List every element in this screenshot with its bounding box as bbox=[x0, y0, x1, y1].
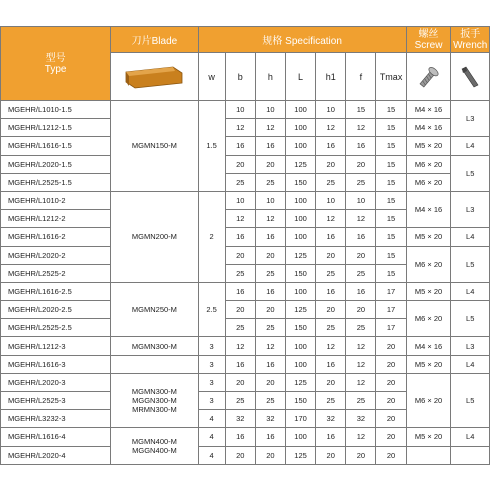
spec-header: 规格 Specification bbox=[198, 27, 406, 53]
f-cell: 12 bbox=[346, 337, 376, 355]
screw-header-cn: 螺丝 bbox=[418, 28, 439, 40]
specification-table bbox=[0, 26, 490, 465]
w-cell: 3 bbox=[198, 337, 225, 355]
blade-model-label: MRMN300-M bbox=[132, 405, 177, 415]
type-cell: MGEHR/L1616-2 bbox=[1, 228, 111, 246]
b-cell: 12 bbox=[225, 337, 255, 355]
table-row bbox=[1, 373, 490, 391]
type-cell: MGEHR/L1212-1.5 bbox=[1, 119, 111, 137]
tmax-cell: 15 bbox=[376, 228, 406, 246]
type-cell: MGEHR/L1616-1.5 bbox=[1, 137, 111, 155]
h1-cell: 25 bbox=[316, 319, 346, 337]
tmax-cell: 15 bbox=[376, 101, 406, 119]
h-cell: 25 bbox=[255, 264, 285, 282]
screw-cell: M5 × 20 bbox=[406, 355, 451, 373]
wrench-cell: L3 bbox=[451, 191, 490, 227]
h1-cell: 16 bbox=[316, 137, 346, 155]
b-cell: 16 bbox=[225, 428, 255, 446]
wrench-header-en: Wrench bbox=[453, 39, 488, 51]
b-cell: 16 bbox=[225, 137, 255, 155]
table-row bbox=[1, 228, 490, 246]
screw-cell: M6 × 20 bbox=[406, 173, 451, 191]
col-f: f bbox=[346, 53, 376, 101]
blade-cell bbox=[111, 191, 198, 282]
l-cell: 150 bbox=[285, 319, 315, 337]
h1-cell: 20 bbox=[316, 373, 346, 391]
table-row bbox=[1, 173, 490, 191]
screw-cell: M5 × 20 bbox=[406, 228, 451, 246]
tmax-cell: 15 bbox=[376, 246, 406, 264]
w-cell: 4 bbox=[198, 410, 225, 428]
h-cell: 16 bbox=[255, 282, 285, 300]
b-cell: 20 bbox=[225, 155, 255, 173]
screw-cell: M4 × 16 bbox=[406, 119, 451, 137]
tmax-cell: 20 bbox=[376, 446, 406, 464]
type-cell: MGEHR/L2020-2 bbox=[1, 246, 111, 264]
h-cell: 25 bbox=[255, 173, 285, 191]
screw-cell: M4 × 16 bbox=[406, 101, 451, 119]
l-cell: 100 bbox=[285, 210, 315, 228]
wrench-cell: L5 bbox=[451, 301, 490, 337]
type-cell: MGEHR/L2020-4 bbox=[1, 446, 111, 464]
screw-cell: M6 × 20 bbox=[406, 155, 451, 173]
wrench-cell: L3 bbox=[451, 337, 490, 355]
b-cell: 32 bbox=[225, 410, 255, 428]
h1-cell: 25 bbox=[316, 392, 346, 410]
screw-cell: M4 × 16 bbox=[406, 337, 451, 355]
type-header-cn: 型号 bbox=[45, 52, 66, 64]
wrench-picture-cell bbox=[451, 53, 490, 101]
hex-key-icon bbox=[458, 63, 482, 91]
f-cell: 25 bbox=[346, 319, 376, 337]
blade-cell bbox=[111, 282, 198, 337]
b-cell: 16 bbox=[225, 282, 255, 300]
l-cell: 125 bbox=[285, 373, 315, 391]
h-cell: 10 bbox=[255, 191, 285, 209]
h1-cell: 20 bbox=[316, 246, 346, 264]
screw-header bbox=[406, 27, 451, 53]
blade-model-label: MGMN250-M bbox=[131, 305, 177, 315]
type-cell: MGEHR/L2020-1.5 bbox=[1, 155, 111, 173]
b-cell: 10 bbox=[225, 191, 255, 209]
type-cell: MGEHR/L1616-4 bbox=[1, 428, 111, 446]
wrench-cell: L5 bbox=[451, 155, 490, 191]
blade-cell bbox=[111, 355, 198, 373]
type-cell: MGEHR/L1616-2.5 bbox=[1, 282, 111, 300]
type-cell: MGEHR/L1212-2 bbox=[1, 210, 111, 228]
type-cell: MGEHR/L2525-2 bbox=[1, 264, 111, 282]
b-cell: 16 bbox=[225, 355, 255, 373]
l-cell: 100 bbox=[285, 228, 315, 246]
wrench-cell: L3 bbox=[451, 101, 490, 137]
screw-picture-cell bbox=[406, 53, 451, 101]
h1-cell: 20 bbox=[316, 301, 346, 319]
type-cell: MGEHR/L2525-3 bbox=[1, 392, 111, 410]
tmax-cell: 17 bbox=[376, 282, 406, 300]
wrench-cell: L5 bbox=[451, 246, 490, 282]
wrench-cell: L4 bbox=[451, 282, 490, 300]
b-cell: 25 bbox=[225, 392, 255, 410]
type-cell: MGEHR/L2020-3 bbox=[1, 373, 111, 391]
type-cell: MGEHR/L3232-3 bbox=[1, 410, 111, 428]
screw-cell: M6 × 20 bbox=[406, 373, 451, 428]
f-cell: 32 bbox=[346, 410, 376, 428]
type-cell: MGEHR/L2525-2.5 bbox=[1, 319, 111, 337]
wrench-header bbox=[451, 27, 490, 53]
f-cell: 25 bbox=[346, 173, 376, 191]
b-cell: 12 bbox=[225, 119, 255, 137]
tmax-cell: 17 bbox=[376, 301, 406, 319]
h-cell: 32 bbox=[255, 410, 285, 428]
f-cell: 12 bbox=[346, 210, 376, 228]
col-h1: h1 bbox=[316, 53, 346, 101]
w-cell: 3 bbox=[198, 373, 225, 391]
h1-cell: 10 bbox=[316, 101, 346, 119]
f-cell: 12 bbox=[346, 428, 376, 446]
b-cell: 25 bbox=[225, 264, 255, 282]
h1-cell: 20 bbox=[316, 155, 346, 173]
w-cell: 4 bbox=[198, 446, 225, 464]
f-cell: 16 bbox=[346, 282, 376, 300]
wrench-cell: L4 bbox=[451, 355, 490, 373]
blade-model-label: MGGN400-M bbox=[132, 446, 177, 456]
h-cell: 16 bbox=[255, 355, 285, 373]
blade-model-label: MGGN300-M bbox=[132, 396, 177, 406]
h-cell: 25 bbox=[255, 319, 285, 337]
screw-cell: M6 × 20 bbox=[406, 246, 451, 282]
tmax-cell: 15 bbox=[376, 119, 406, 137]
blade-model-label: MGMN300-M bbox=[131, 341, 177, 351]
h-cell: 12 bbox=[255, 210, 285, 228]
blade-model-label: MGMN400-M bbox=[131, 437, 177, 447]
b-cell: 16 bbox=[225, 228, 255, 246]
screw-cell: M5 × 20 bbox=[406, 428, 451, 446]
table-row bbox=[1, 101, 490, 119]
col-w: w bbox=[198, 53, 225, 101]
h-cell: 20 bbox=[255, 155, 285, 173]
h-cell: 20 bbox=[255, 373, 285, 391]
w-cell: 3 bbox=[198, 392, 225, 410]
l-cell: 150 bbox=[285, 264, 315, 282]
l-cell: 100 bbox=[285, 137, 315, 155]
tmax-cell: 15 bbox=[376, 137, 406, 155]
wrench-header-cn: 扳手 bbox=[460, 28, 481, 40]
b-cell: 20 bbox=[225, 246, 255, 264]
blade-cell bbox=[111, 373, 198, 428]
grooving-insert-icon bbox=[123, 64, 185, 90]
b-cell: 25 bbox=[225, 319, 255, 337]
tmax-cell: 15 bbox=[376, 210, 406, 228]
tmax-cell: 17 bbox=[376, 319, 406, 337]
h1-cell: 12 bbox=[316, 119, 346, 137]
col-l: L bbox=[285, 53, 315, 101]
h-cell: 20 bbox=[255, 301, 285, 319]
tmax-cell: 20 bbox=[376, 373, 406, 391]
l-cell: 100 bbox=[285, 119, 315, 137]
type-header bbox=[1, 27, 111, 101]
table-row bbox=[1, 337, 490, 355]
table-row bbox=[1, 355, 490, 373]
f-cell: 20 bbox=[346, 155, 376, 173]
l-cell: 100 bbox=[285, 191, 315, 209]
h1-cell: 25 bbox=[316, 264, 346, 282]
f-cell: 20 bbox=[346, 446, 376, 464]
blade-cell bbox=[111, 101, 198, 192]
b-cell: 25 bbox=[225, 173, 255, 191]
wrench-cell: L4 bbox=[451, 137, 490, 155]
f-cell: 20 bbox=[346, 246, 376, 264]
h1-cell: 12 bbox=[316, 210, 346, 228]
w-cell: 3 bbox=[198, 355, 225, 373]
screw-icon bbox=[417, 63, 441, 91]
h1-cell: 16 bbox=[316, 428, 346, 446]
blade-picture-cell bbox=[111, 53, 198, 101]
l-cell: 125 bbox=[285, 446, 315, 464]
screw-header-en: Screw bbox=[414, 39, 443, 51]
f-cell: 15 bbox=[346, 101, 376, 119]
col-tmax: Tmax bbox=[376, 53, 406, 101]
wrench-cell: L4 bbox=[451, 228, 490, 246]
blade-model-label: MGMN300-M bbox=[131, 387, 177, 397]
b-cell: 10 bbox=[225, 101, 255, 119]
f-cell: 10 bbox=[346, 191, 376, 209]
b-cell: 20 bbox=[225, 301, 255, 319]
w-cell: 2.5 bbox=[198, 282, 225, 337]
l-cell: 170 bbox=[285, 410, 315, 428]
col-h: h bbox=[255, 53, 285, 101]
tmax-cell: 15 bbox=[376, 173, 406, 191]
f-cell: 16 bbox=[346, 137, 376, 155]
table-row bbox=[1, 282, 490, 300]
tmax-cell: 20 bbox=[376, 337, 406, 355]
wrench-cell: L4 bbox=[451, 428, 490, 446]
screw-cell: M4 × 16 bbox=[406, 191, 451, 227]
tmax-cell: 20 bbox=[376, 410, 406, 428]
l-cell: 150 bbox=[285, 173, 315, 191]
tmax-cell: 20 bbox=[376, 355, 406, 373]
b-cell: 20 bbox=[225, 373, 255, 391]
l-cell: 100 bbox=[285, 428, 315, 446]
type-cell: MGEHR/L1212-3 bbox=[1, 337, 111, 355]
blade-cell bbox=[111, 428, 198, 464]
f-cell: 12 bbox=[346, 373, 376, 391]
table-row bbox=[1, 446, 490, 464]
h1-cell: 16 bbox=[316, 228, 346, 246]
tmax-cell: 15 bbox=[376, 191, 406, 209]
table-row bbox=[1, 428, 490, 446]
h-cell: 25 bbox=[255, 392, 285, 410]
blade-cell bbox=[111, 337, 198, 355]
wrench-cell: L5 bbox=[451, 373, 490, 428]
table-row bbox=[1, 155, 490, 173]
w-cell: 1.5 bbox=[198, 101, 225, 192]
tmax-cell: 15 bbox=[376, 155, 406, 173]
blade-model-label: MGMN200-M bbox=[131, 232, 177, 242]
table-row bbox=[1, 137, 490, 155]
specification-rows bbox=[1, 101, 490, 465]
table-row bbox=[1, 301, 490, 319]
screw-cell: M6 × 20 bbox=[406, 301, 451, 337]
h-cell: 10 bbox=[255, 101, 285, 119]
tmax-cell: 15 bbox=[376, 264, 406, 282]
type-cell: MGEHR/L2020-2.5 bbox=[1, 301, 111, 319]
f-cell: 25 bbox=[346, 264, 376, 282]
f-cell: 12 bbox=[346, 119, 376, 137]
l-cell: 100 bbox=[285, 101, 315, 119]
screw-cell: M5 × 20 bbox=[406, 137, 451, 155]
f-cell: 25 bbox=[346, 392, 376, 410]
l-cell: 100 bbox=[285, 355, 315, 373]
h1-cell: 10 bbox=[316, 191, 346, 209]
l-cell: 125 bbox=[285, 246, 315, 264]
type-cell: MGEHR/L1616-3 bbox=[1, 355, 111, 373]
w-cell: 4 bbox=[198, 428, 225, 446]
w-cell: 2 bbox=[198, 191, 225, 282]
h-cell: 20 bbox=[255, 446, 285, 464]
type-header-en: Type bbox=[44, 63, 67, 75]
wrench-cell bbox=[451, 446, 490, 464]
l-cell: 125 bbox=[285, 155, 315, 173]
type-cell: MGEHR/L1010-1.5 bbox=[1, 101, 111, 119]
h-cell: 20 bbox=[255, 246, 285, 264]
l-cell: 125 bbox=[285, 301, 315, 319]
b-cell: 20 bbox=[225, 446, 255, 464]
h-cell: 16 bbox=[255, 428, 285, 446]
table-row bbox=[1, 246, 490, 264]
table-row bbox=[1, 119, 490, 137]
h-cell: 16 bbox=[255, 137, 285, 155]
screw-cell: M5 × 20 bbox=[406, 282, 451, 300]
h1-cell: 16 bbox=[316, 355, 346, 373]
h1-cell: 12 bbox=[316, 337, 346, 355]
l-cell: 100 bbox=[285, 337, 315, 355]
l-cell: 150 bbox=[285, 392, 315, 410]
f-cell: 16 bbox=[346, 228, 376, 246]
tmax-cell: 20 bbox=[376, 392, 406, 410]
tmax-cell: 20 bbox=[376, 428, 406, 446]
blade-header: 刀片Blade bbox=[111, 27, 198, 53]
h-cell: 12 bbox=[255, 119, 285, 137]
table-row bbox=[1, 191, 490, 209]
screw-cell bbox=[406, 446, 451, 464]
f-cell: 12 bbox=[346, 355, 376, 373]
h1-cell: 32 bbox=[316, 410, 346, 428]
col-b: b bbox=[225, 53, 255, 101]
h1-cell: 20 bbox=[316, 446, 346, 464]
h1-cell: 16 bbox=[316, 282, 346, 300]
l-cell: 100 bbox=[285, 282, 315, 300]
f-cell: 20 bbox=[346, 301, 376, 319]
b-cell: 12 bbox=[225, 210, 255, 228]
h1-cell: 25 bbox=[316, 173, 346, 191]
h-cell: 12 bbox=[255, 337, 285, 355]
blade-model-label: MGMN150-M bbox=[131, 141, 177, 151]
type-cell: MGEHR/L2525-1.5 bbox=[1, 173, 111, 191]
h-cell: 16 bbox=[255, 228, 285, 246]
type-cell: MGEHR/L1010-2 bbox=[1, 191, 111, 209]
